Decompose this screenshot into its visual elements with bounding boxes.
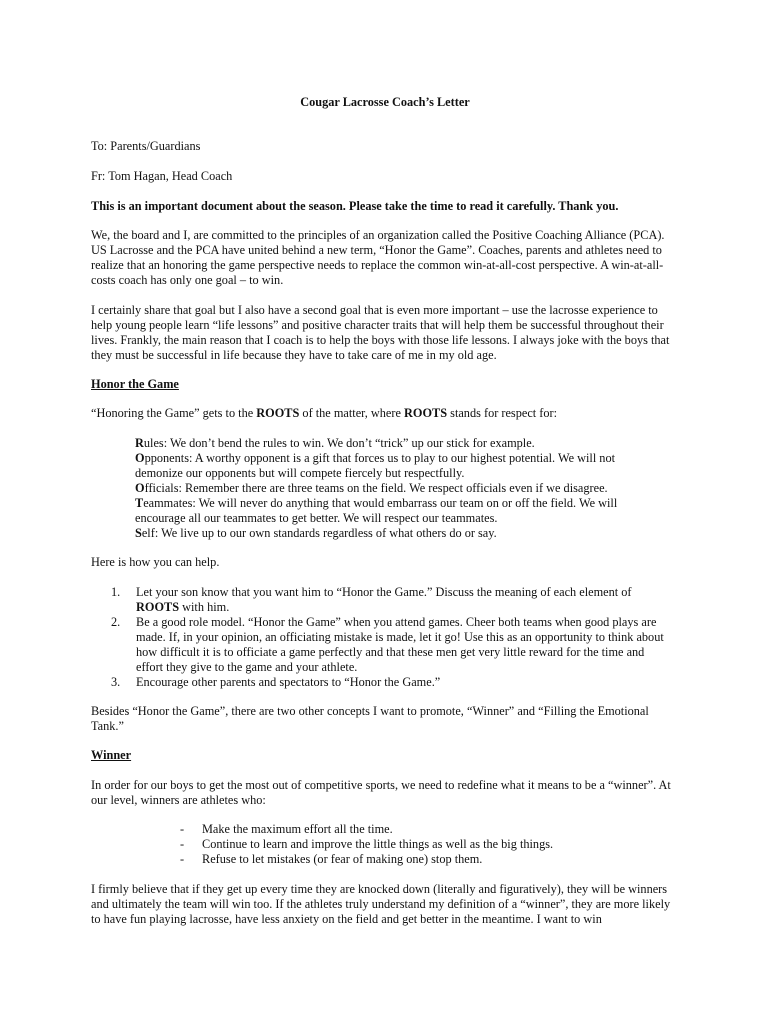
list-number: 1.	[111, 585, 121, 599]
paragraph-winner-definition: In order for our boys to get the most out of competitive sports, we need to redefine what it means to be a “winner”. At our level, winners are athletes who:	[91, 778, 671, 807]
winner-item	[180, 852, 600, 867]
heading-winner: Winner	[91, 748, 132, 762]
roots-letter: O	[135, 481, 145, 495]
document-title: Cougar Lacrosse Coach’s Letter	[300, 95, 470, 109]
help-item-2	[91, 615, 671, 675]
roots-item-text: elf: We live up to our own standards regardless of what others do or say.	[141, 526, 497, 540]
roots-keyword: ROOTS	[256, 406, 300, 420]
roots-item-officials	[135, 481, 655, 496]
roots-letter: R	[135, 436, 144, 450]
to-line: To: Parents/Guardians	[91, 139, 201, 153]
from-line: Fr: Tom Hagan, Head Coach	[91, 169, 233, 183]
dash-bullet: -	[180, 837, 185, 851]
dash-bullet: -	[180, 822, 185, 836]
roots-item-text: ules: We don’t bend the rules to win. We don’t “trick” up our stick for example.	[143, 436, 535, 450]
help-item-text: Be a good role model. “Honor the Game” when you attend games. Cheer both teams when good plays are made. If, in your opinion, an officiating mistake is made, let it go! Use this as an opportunity to think about how difficult it is to officiate a game perfectly and that these men get very little reward for the time and effort they give to the game and your athlete.	[136, 615, 664, 674]
winner-item-text: Refuse to let mistakes (or fear of making one) stop them.	[202, 852, 483, 866]
roots-item-text: fficials: Remember there are three teams on the field. We respect officials even if we disagree.	[144, 481, 608, 495]
winner-item	[180, 837, 600, 852]
winner-item-text: Make the maximum effort all the time.	[202, 822, 393, 836]
roots-item-text: eammates: We will never do anything that would embarrass our team on or off the field. We will encourage all our teammates to get better. We will respect our teammates.	[135, 496, 618, 525]
dash-bullet: -	[180, 852, 185, 866]
help-item-text: Encourage other parents and spectators to “Honor the Game.”	[136, 675, 441, 689]
roots-list	[135, 436, 655, 541]
roots-letter: O	[135, 451, 145, 465]
roots-item-text: pponents: A worthy opponent is a gift that forces us to play to our highest potential. We will not demonize our opponents but will compete fiercely but respectfully.	[135, 451, 616, 480]
roots-intro-text: “Honoring the Game” gets to the	[91, 406, 257, 420]
paragraph-pca: We, the board and I, are committed to the principles of an organization called the Positive Coaching Alliance (PCA). US Lacrosse and the PCA have united behind a new term, “Honor the Game”. Coaches, parents and athletes need to realize that an honoring the game perspective needs to replace the common win-at-all-cost perspective. A win-at-all-costs coach has only one goal – to win.	[91, 228, 665, 287]
roots-intro-text: of the matter, where	[299, 406, 405, 420]
important-notice: This is an important document about the season. Please take the time to read it carefully. Thank you.	[91, 199, 619, 213]
list-number: 3.	[111, 675, 121, 689]
help-item-1	[91, 585, 671, 615]
list-number: 2.	[111, 615, 121, 629]
roots-keyword: ROOTS	[404, 406, 448, 420]
paragraph-life-lessons: I certainly share that goal but I also have a second goal that is even more important – use the lacrosse experience to help young people learn “life lessons” and positive character traits that will help them be successful throughout their lives. Frankly, the main reason that I coach is to help the boys with those life lessons. I always joke with the boys that they must be successful in life because they have to take care of me in my old age.	[91, 303, 670, 362]
winner-item	[180, 822, 600, 837]
heading-honor-the-game: Honor the Game	[91, 377, 179, 391]
help-item-text: with him.	[179, 600, 230, 614]
help-item-3	[91, 675, 671, 690]
paragraph-firmly-believe: I firmly believe that if they get up every time they are knocked down (literally and figuratively), they will be winners and ultimately the team will win too. If the athletes truly understand my definition of a “winner”, they are more likely to have fun playing lacrosse, have less anxiety on the field and get better in the meantime. I want to win	[91, 882, 671, 926]
help-item-text: Let your son know that you want him to “Honor the Game.” Discuss the meaning of each element of	[136, 585, 632, 599]
roots-letter: T	[135, 496, 144, 510]
roots-item-self	[135, 526, 655, 541]
roots-keyword: ROOTS	[136, 600, 180, 614]
roots-letter: S	[135, 526, 142, 540]
help-intro: Here is how you can help.	[91, 555, 220, 569]
help-list	[91, 585, 671, 690]
winner-list	[180, 822, 600, 867]
roots-intro	[91, 406, 681, 421]
winner-item-text: Continue to learn and improve the little things as well as the big things.	[202, 837, 554, 851]
roots-item-opponents	[135, 451, 655, 481]
roots-item-rules	[135, 436, 655, 451]
roots-intro-text: stands for respect for:	[447, 406, 558, 420]
roots-item-teammates	[135, 496, 655, 526]
paragraph-other-concepts: Besides “Honor the Game”, there are two other concepts I want to promote, “Winner” and “Filling the Emotional Tank.”	[91, 704, 649, 733]
